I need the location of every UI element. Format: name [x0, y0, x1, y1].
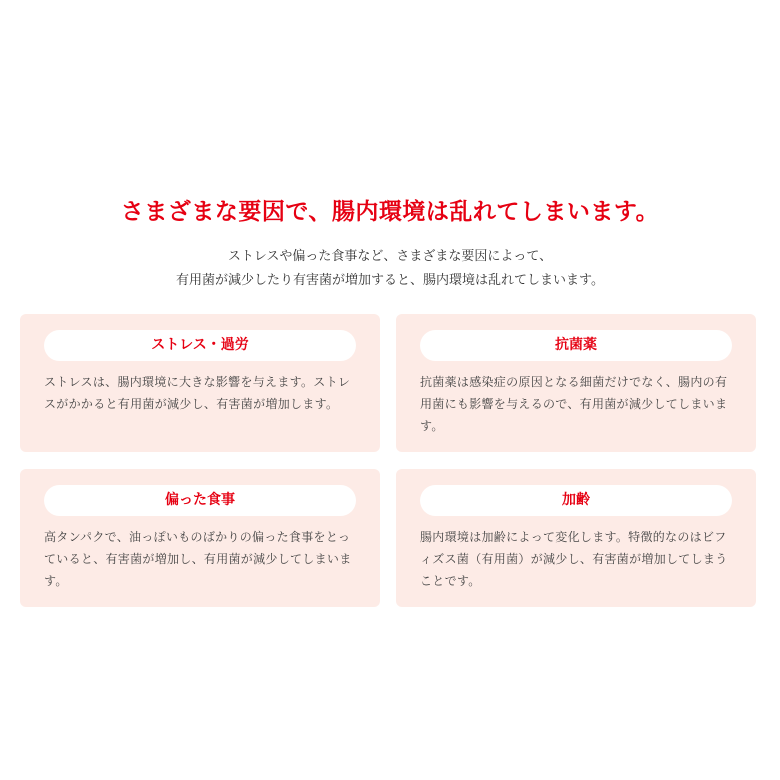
intro-line-1: ストレスや偏った食事など、さまざまな要因によって、: [227, 249, 553, 264]
cause-cards-grid: [20, 314, 756, 607]
page-headline: さまざまな要因で、腸内環境は乱れてしまいます。: [120, 199, 660, 226]
cause-card-diet: [20, 469, 380, 607]
cause-card-body: 高タンパクで、油っぽいものばかりの偏った食事をとっていると、有害菌が増加し、有用菌が減少してしまいます。: [44, 530, 352, 588]
cause-card-title: 偏った食事: [44, 485, 356, 516]
cause-card-title: ストレス・過労: [44, 330, 356, 361]
cause-card-title: 抗菌薬: [420, 330, 732, 361]
intro-line-2: 有用菌が減少したり有害菌が増加すると、腸内環境は乱れてしまいます。: [176, 273, 604, 288]
intro-text: [0, 245, 780, 293]
cause-card-title: 加齢: [420, 485, 732, 516]
cause-card-body: ストレスは、腸内環境に大きな影響を与えます。ストレスがかかると有用菌が減少し、有害菌が増加します。: [44, 375, 351, 411]
cause-card-aging: [396, 469, 756, 607]
cause-card-antibiotics: [396, 314, 756, 452]
cause-card-body: 抗菌薬は感染症の原因となる細菌だけでなく、腸内の有用菌にも影響を与えるので、有用菌が減少してしまいます。: [420, 375, 728, 433]
cause-card-body: 腸内環境は加齢によって変化します。特徴的なのはビフィズス菌（有用菌）が減少し、有害菌が増加してしまうことです。: [420, 530, 728, 588]
cause-card-stress: [20, 314, 380, 452]
